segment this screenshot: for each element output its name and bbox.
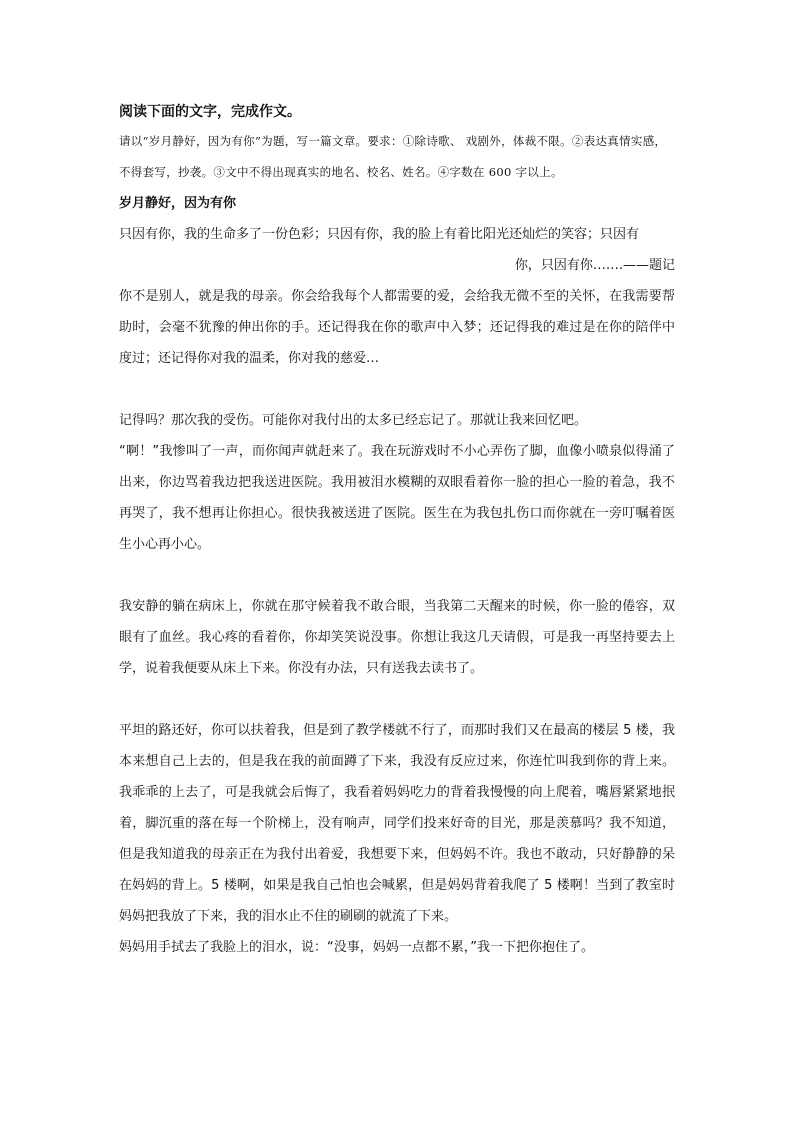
essay-paragraph: 你不是别人，就是我的母亲。你会给我每个人都需要的爱，会给我无微不至的关怀，在我需要帮助时，会毫不犹豫的伸出你的手。还记得我在你的歌声中入梦；还记得我的难过是在你的陪伴中度过；还记得你对我的温柔，你对我的慈爱… <box>119 289 675 366</box>
epigraph-line-2: 你，只因有你…….——题记 <box>514 258 675 273</box>
epigraph-line-1: 只因有你，我的生命多了一份色彩；只因有你，我的脸上有着比阳光还灿烂的笑容；只因有 <box>119 227 640 242</box>
document-page <box>119 98 675 963</box>
essay-paragraph: 妈妈用手拭去了我脸上的泪水，说：“没事，妈妈一点都不累，”我一下把你抱住了。 <box>119 940 594 955</box>
prompt-instructions: 请以“岁月静好，因为有你”为题，写一篇文章。要求：①除诗歌、 戏剧外，体裁不限。②表达真情实感，不得套写，抄袭。③文中不得出现真实的地名、校名、姓名。④字数在 600 字以上。 <box>119 134 667 179</box>
essay-title: 岁月静好，因为有你 <box>119 196 237 211</box>
essay-paragraph: 我安静的躺在病床上，你就在那守候着我不敢合眼，当我第二天醒来的时候，你一脸的倦容，双眼有了血丝。我心疼的看着你，你却笑笑说没事。你想让我这几天请假，可是我一再坚持要去上学，说着我便要从床上下来。你没有办法，只有送我去读书了。 <box>119 599 675 676</box>
essay <box>119 188 675 963</box>
essay-paragraph: “啊！”我惨叫了一声，而你闻声就赶来了。我在玩游戏时不小心弄伤了脚，血像小喷泉似得涌了出来，你边骂着我边把我送进医院。我用被泪水模糊的双眼看着你一脸的担心一脸的着急，我不再哭了，我不想再让你担心。很快我被送进了医院。医生在为我包扎伤口而你就在一旁叮嘱着医生小心再小心。 <box>119 444 675 552</box>
essay-paragraph: 记得吗？那次我的受伤。可能你对我付出的太多已经忘记了。那就让我来回忆吧。 <box>119 413 588 428</box>
essay-paragraph: 平坦的路还好，你可以扶着我，但是到了教学楼就不行了，而那时我们又在最高的楼层 5 楼，我本来想自己上去的，但是我在我的前面蹲了下来，我没有反应过来，你连忙叫我到你的背上来。我乖乖的上去了，可是我就会后悔了，我看着妈妈吃力的背着我慢慢的向上爬着，嘴唇紧紧地抿着，脚沉重的落在每一个阶梯上，没有响声，同学们投来好奇的目光，那是羡慕吗？我不知道，但是我知道我的母亲正在为我付出着爱，我想要下来，但妈妈不许。我也不敢动，只好静静的呆在妈妈的背上。5 楼啊，如果是我自己怕也会喊累，但是妈妈背着我爬了 5 楼啊！当到了教室时妈妈把我放了下来，我的泪水止不住的刷刷的就流了下来。 <box>119 723 675 924</box>
prompt-heading: 阅读下面的文字，完成作文。 <box>119 104 301 120</box>
